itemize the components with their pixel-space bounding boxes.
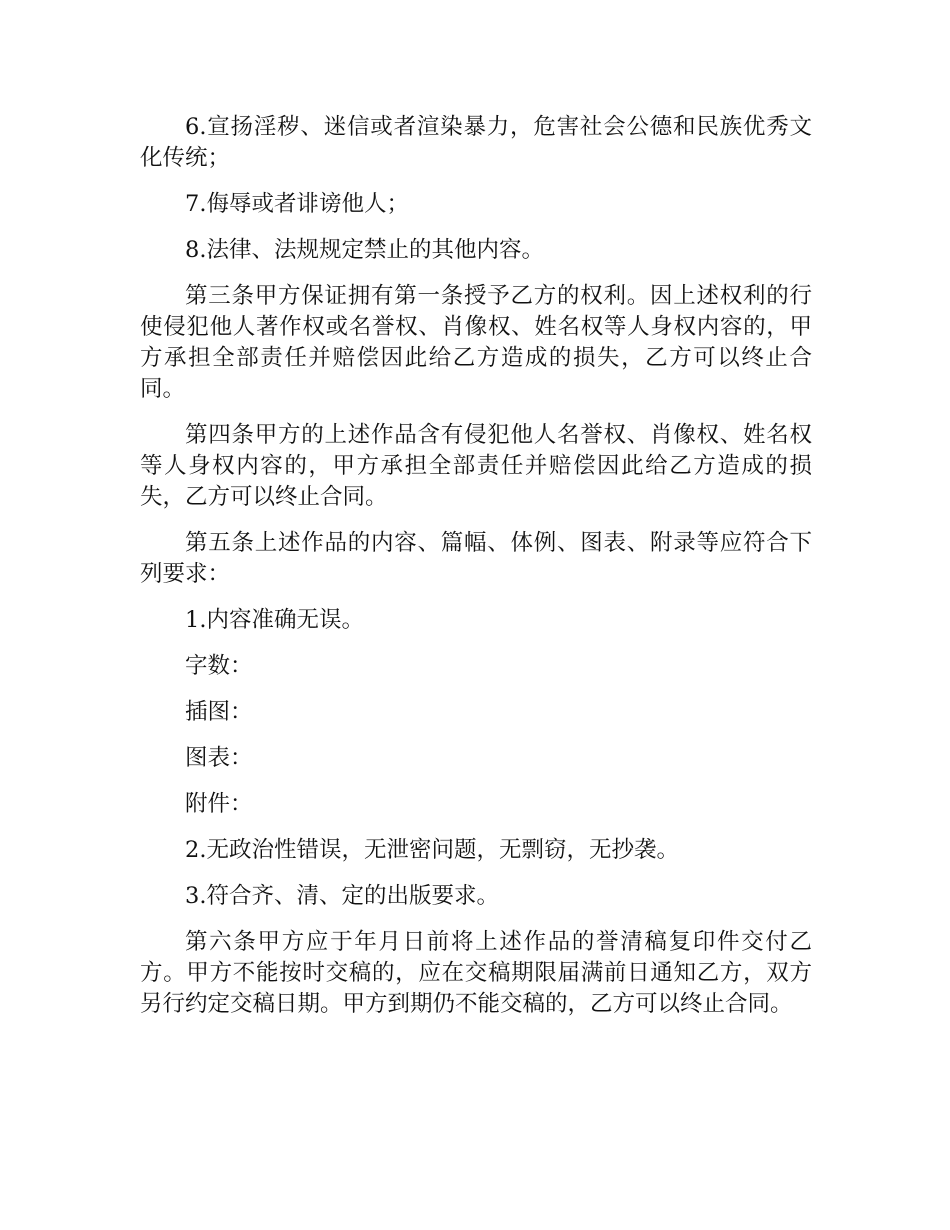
article-4: 第四条甲方的上述作品含有侵犯他人名誉权、肖像权、姓名权等人身权内容的，甲方承担全部责任并赔偿因此给乙方造成的损失，乙方可以终止合同。 (140, 422, 812, 510)
requirement-1: 1.内容准确无误。 (185, 607, 364, 633)
document-page (140, 112, 812, 1035)
word-count-field: 字数： (185, 653, 253, 679)
article-3: 第三条甲方保证拥有第一条授予乙方的权利。因上述权利的行使侵犯他人著作权或名誉权、肖像权、姓名权等人身权内容的，甲方承担全部责任并赔偿因此给乙方造成的损失，乙方可以终止合同。 (140, 283, 812, 402)
requirement-2: 2.无政治性错误，无泄密问题，无剽窃，无抄袭。 (185, 837, 679, 863)
item-8-other-prohibited: 8.法律、法规规定禁止的其他内容。 (185, 237, 544, 263)
charts-field: 图表： (185, 745, 253, 771)
attachments-field: 附件： (185, 791, 253, 817)
item-7-insult: 7.侮辱或者诽谤他人； (185, 191, 409, 217)
article-5: 第五条上述作品的内容、篇幅、体例、图表、附录等应符合下列要求： (140, 530, 812, 587)
article-6: 第六条甲方应于年月日前将上述作品的誉清稿复印件交付乙方。甲方不能按时交稿的，应在交稿期限届满前日通知乙方，双方另行约定交稿日期。甲方到期仍不能交稿的，乙方可以终止合同。 (140, 929, 812, 1017)
item-6-obscenity: 6.宣扬淫秽、迷信或者渲染暴力，危害社会公德和民族优秀文化传统； (140, 114, 812, 171)
requirement-3: 3.符合齐、清、定的出版要求。 (185, 883, 499, 909)
illustrations-field: 插图： (185, 699, 253, 725)
